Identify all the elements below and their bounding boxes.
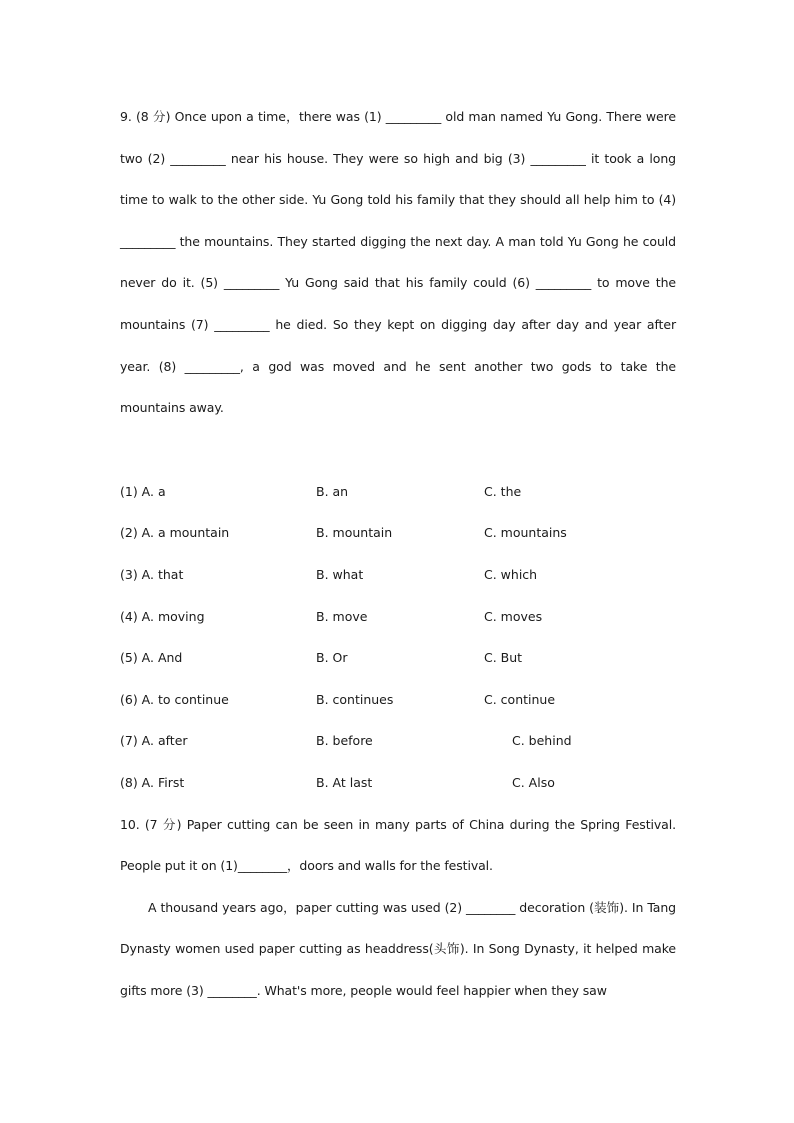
document-page [120,96,676,1011]
option-b: B. Or [316,650,348,666]
option-a: (2) A. a mountain [120,525,230,541]
option-b: B. At last [316,774,373,790]
option-c: C. continue [484,691,556,707]
option-c: C. Also [512,774,555,790]
question-9-options [120,471,676,804]
question-10-passage: A thousand years ago，paper cutting was used (2) ________ decoration (装饰). In Tang Dynasty women used paper cutting as headdress(头饰). In Song Dynasty, it helped make gifts more (3) ________. What's more, people would feel happier when they saw [120,899,676,998]
option-a: (7) A. after [120,733,188,749]
option-row-8 [120,762,676,804]
option-b: B. what [316,566,364,582]
option-a: (3) A. that [120,566,184,582]
option-c: C. mountains [484,525,567,541]
option-b: B. before [316,733,373,749]
option-row-5 [120,637,676,679]
option-c: C. the [484,483,522,499]
option-a: (4) A. moving [120,608,205,624]
question-9-passage: 9. (8 分) Once upon a time，there was (1) _________ old man named Yu Gong. There were two (2) _________ near his house. They were so high and big (3) _________ it took a long time to walk to the other side. Yu Gong told his family that they should all help him to (4) _________ the mountains. They started digging the next day. A man told Yu Gong he could never do it. (5) _________ Yu Gong said that his family could (6) _________ to move the mountains (7) _________ he died. So they kept on digging day after day and year after year. (8) _________, a god was moved and he sent another two gods to take the mountains away. [120,109,676,416]
option-b: B. continues [316,691,394,707]
option-row-2 [120,512,676,554]
option-b: B. move [316,608,368,624]
option-c: C. which [484,566,538,582]
option-row-1 [120,471,676,513]
question-10-intro: 10. (7 分) Paper cutting can be seen in many parts of China during the Spring Festival. People put it on (1)________，doors and walls for the festival. [120,816,676,874]
option-b: B. mountain [316,525,393,541]
option-row-4 [120,596,676,638]
option-row-7 [120,720,676,762]
spacer [120,429,676,471]
option-row-3 [120,554,676,596]
option-a: (1) A. a [120,483,166,499]
option-c: C. moves [484,608,543,624]
option-a: (6) A. to continue [120,691,229,707]
option-c: C. behind [512,733,572,749]
option-b: B. an [316,483,349,499]
option-row-6 [120,679,676,721]
option-a: (8) A. First [120,774,185,790]
option-a: (5) A. And [120,650,183,666]
option-c: C. But [484,650,523,666]
